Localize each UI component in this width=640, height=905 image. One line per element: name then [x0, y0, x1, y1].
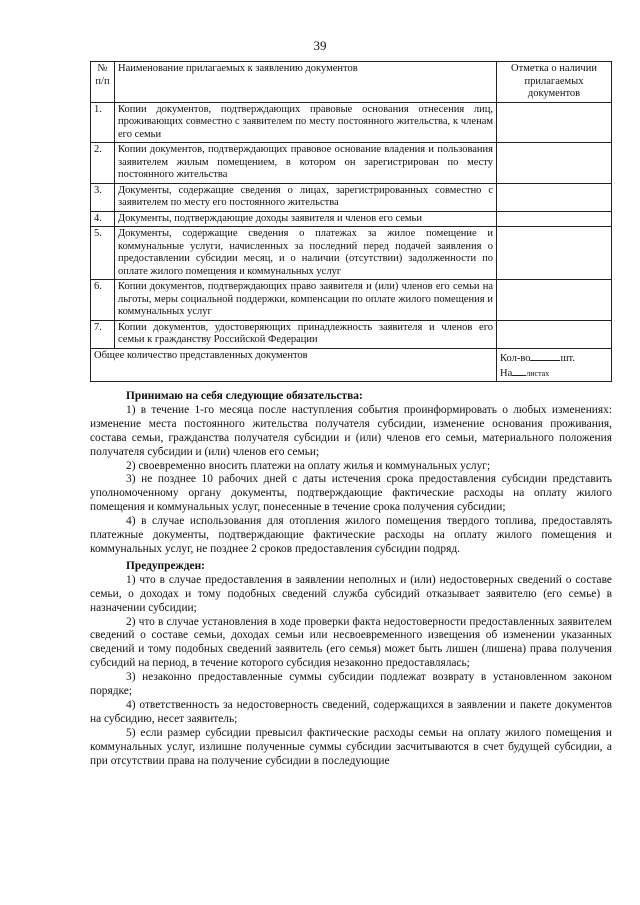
row-document-name: Документы, содержащие сведения о платежах за жилое помещение и коммунальные услуги, начисленных за последний перед подачей заявления о предоставлении субсидии месяц, и о наличии (отсутствии) задолженности по оплате жилого помещения и коммунальных услуг — [115, 227, 497, 280]
row-document-name: Документы, подтверждающие доходы заявителя и членов его семьи — [115, 211, 497, 227]
sheets-prefix: На — [500, 367, 513, 379]
count-prefix: Кол-во — [500, 352, 531, 364]
row-number: 1. — [91, 102, 115, 143]
table-header-row — [91, 62, 612, 103]
row-number: 7. — [91, 320, 115, 348]
warning-item: 4) ответственность за недостоверность сведений, содержащихся в заявлении и пакете документов на субсидию, несет заявитель; — [90, 698, 612, 725]
warning-item: 5) если размер субсидии превысил фактические расходы семьи на оплату жилого помещения и коммунальных услуг, излишне полученные суммы субсидии засчитываются в счет будущей субсидии, а при отсутствии права на получение субсидии в последующие — [90, 726, 612, 767]
header-number: № п/п — [91, 62, 115, 103]
row-presence-mark[interactable] — [497, 320, 612, 348]
row-document-name: Копии документов, удостоверяющих принадлежность заявителя и членов его семьи к гражданству Российской Федерации — [115, 320, 497, 348]
row-number: 6. — [91, 280, 115, 321]
row-document-name: Копии документов, подтверждающих правовые основания отнесения лиц, проживающих совместно с заявителем по месту постоянного жительства, к членам его семьи — [115, 102, 497, 143]
row-presence-mark[interactable] — [497, 102, 612, 143]
row-number: 5. — [91, 227, 115, 280]
obligation-item: 1) в течение 1-го месяца после наступления события проинформировать о любых изменениях: изменение места постоянного жительства получателя субсидии, изменение основания проживания, состава семьи, гражданства получателя субсидии и (или) членов его семьи, материального положения получателя субсидии и (или) членов его семьи; — [90, 403, 612, 458]
documents-table — [90, 61, 612, 382]
obligation-item: 2) своевременно вносить платежи на оплату жилья и коммунальных услуг; — [126, 459, 491, 472]
table-row — [91, 143, 612, 184]
table-row — [91, 102, 612, 143]
page-number: 39 — [313, 38, 327, 53]
row-document-name: Копии документов, подтверждающих право заявителя и (или) членов его семьи на льготы, меры социальной поддержки, компенсации по оплате жилого помещения и коммунальных услуг — [115, 280, 497, 321]
row-presence-mark[interactable] — [497, 227, 612, 280]
header-presence-mark: Отметка о наличии прилагаемых документов — [497, 62, 612, 103]
table-row — [91, 280, 612, 321]
row-presence-mark[interactable] — [497, 280, 612, 321]
table-total-row — [91, 348, 612, 381]
total-label: Общее количество представленных документов — [91, 348, 497, 381]
total-cell — [497, 348, 612, 381]
row-presence-mark[interactable] — [497, 183, 612, 211]
warning-item: 3) незаконно предоставленные суммы субсидии подлежат возврату в установленном законом порядке; — [90, 671, 612, 698]
sheets-suffix: листах — [526, 368, 550, 378]
row-number: 3. — [91, 183, 115, 211]
obligation-item: 3) не позднее 10 рабочих дней с даты истечения срока предоставления субсидии представить уполномоченному органу документы, подтверждающие фактические расходы на оплату жилого помещения и коммунальных услуг, понесенные в течение срока получения субсидии; — [90, 473, 612, 514]
obligations-heading: Принимаю на себя следующие обязательства: — [126, 390, 363, 402]
row-document-name: Документы, содержащие сведения о лицах, зарегистрированных совместно с заявителем по месту его постоянного жительства — [115, 183, 497, 211]
obligation-item: 4) в случае использования для отопления жилого помещения твердого топлива, предоставлять платежные документы, подтверждающие фактические расходы на оплату жилого помещения и коммунальных услуг, не позднее 2 сроков предоставления субсидии подряд. — [90, 515, 612, 555]
row-number: 4. — [91, 211, 115, 227]
warning-item: 1) что в случае предоставления в заявлении неполных и (или) недостоверных сведений о составе семьи, о доходах и тому подобных сведений служба субсидий отказывает заявителю (его семье) в назначении субсидии; — [90, 573, 612, 614]
sheets-blank[interactable] — [512, 365, 526, 376]
row-number: 2. — [91, 143, 115, 184]
table-row — [91, 211, 612, 227]
warning-item: 2) что в случае установления в ходе проверки факта недостоверности предоставленных заявителем сведений о составе семьи, доходах семьи или несвоевременного извещения об изменении указанных сведений и тому подобных сведений заявитель (его семья) может быть лишен (лишена) права получения субсидий на период, в течение которого субсидия незаконно предоставлялась; — [90, 615, 612, 670]
body-text — [90, 390, 612, 768]
count-suffix: шт. — [560, 352, 575, 364]
table-row — [91, 320, 612, 348]
count-blank[interactable] — [530, 350, 560, 361]
row-presence-mark[interactable] — [497, 211, 612, 227]
header-document-name: Наименование прилагаемых к заявлению документов — [115, 62, 497, 103]
row-presence-mark[interactable] — [497, 143, 612, 184]
table-row — [91, 227, 612, 280]
warnings-heading: Предупрежден: — [126, 559, 205, 572]
table-row — [91, 183, 612, 211]
row-document-name: Копии документов, подтверждающих правовое основание владения и пользования заявителем жилым помещением, в котором он зарегистрирован по месту постоянного жительства — [115, 143, 497, 184]
